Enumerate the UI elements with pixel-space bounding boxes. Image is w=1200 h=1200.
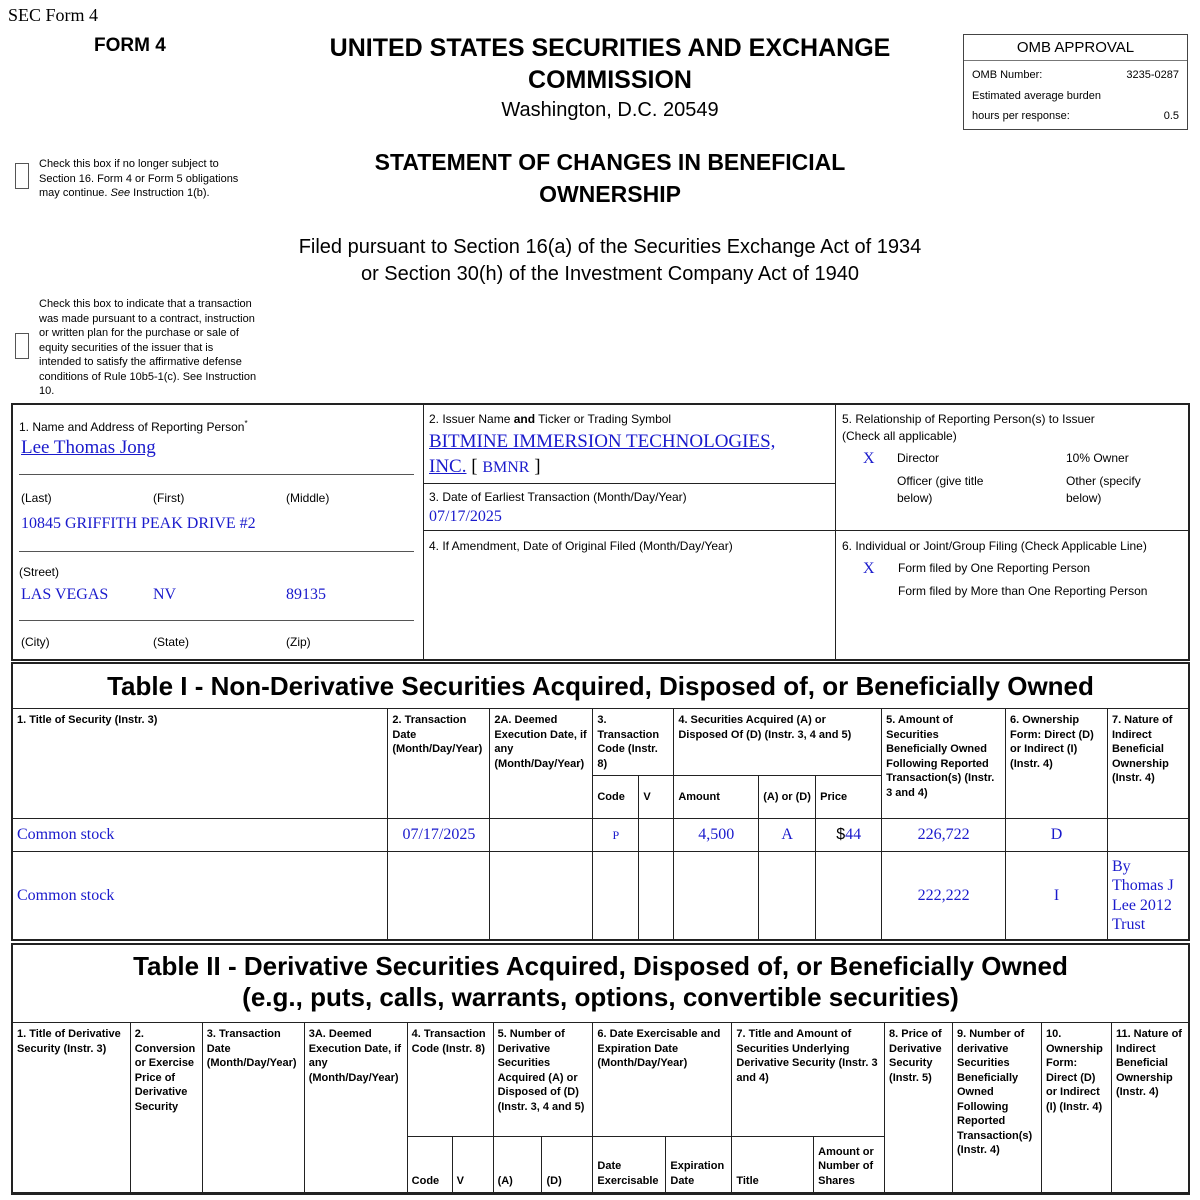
- t1-row1-a-or-d: A: [759, 819, 816, 852]
- state-label: (State): [153, 635, 190, 649]
- t2-header-date-exercisable: 6. Date Exercisable and Expiration Date (Month/Day/Year): [593, 1023, 732, 1137]
- table-1-title: Table I - Non-Derivative Securities Acquired, Disposed of, or Beneficially Owned: [107, 671, 1094, 701]
- t2-header-d: (D): [542, 1137, 593, 1193]
- section16-checkbox-label: Check this box if no longer subject to Section 16. Form 4 or Form 5 obligations may continue. See Instruction 1(b).: [39, 158, 239, 199]
- t2-header-number-derivative: 5. Number of Derivative Securities Acquired (A) or Disposed of (D) (Instr. 3, 4 and 5): [493, 1023, 593, 1137]
- t1-row2-v: [639, 852, 674, 940]
- table-row: [13, 852, 1189, 940]
- table-1: [12, 708, 1189, 940]
- section16-checkbox[interactable]: [15, 163, 29, 189]
- street-value: 10845 GRIFFITH PEAK DRIVE #2: [21, 515, 256, 532]
- t1-row2-price: [816, 852, 882, 940]
- issuer-name-link[interactable]: BITMINE IMMERSION TECHNOLOGIES,: [429, 431, 776, 452]
- zip-value: 89135: [286, 586, 326, 603]
- t1-row2-form: I: [1006, 852, 1108, 940]
- t1-row1-owned: 226,722: [882, 819, 1006, 852]
- t1-header-amount-owned: 5. Amount of Securities Beneficially Owned Following Reported Transaction(s) (Instr. 3 and 4): [882, 709, 1006, 819]
- t1-header-transaction-code: 3. Transaction Code (Instr. 8): [593, 709, 674, 776]
- rule10b5-checkbox-label: Check this box to indicate that a transaction was made pursuant to a contract, instruction or written plan for the purchase or sale of equity securities of the issuer that is intended to satisfy the affirmative defense conditions of Rule 10b5-1(c). See Instruction 10.: [39, 298, 257, 397]
- zip-label: (Zip): [286, 635, 311, 649]
- relationship-label-1: 5. Relationship of Reporting Person(s) to Issuer: [842, 412, 1095, 426]
- statement-line-1: STATEMENT OF CHANGES IN BENEFICIAL: [374, 149, 846, 175]
- t1-header-ownership-form: 6. Ownership Form: Direct (D) or Indirect (I) (Instr. 4): [1006, 709, 1108, 819]
- ten-pct-owner-label: 10% Owner: [1066, 451, 1129, 465]
- middle-label: (Middle): [286, 491, 330, 505]
- first-label: (First): [153, 491, 185, 505]
- t1-row1-nature: [1107, 819, 1188, 852]
- t2-header-date-exercisable-sub: Date Exercisable: [593, 1137, 666, 1193]
- t1-header-code: Code: [593, 776, 639, 819]
- t1-row2-nature: By Thomas J Lee 2012 Trust: [1107, 852, 1188, 940]
- t2-header-underlying-title: Title: [732, 1137, 814, 1193]
- omb-burden-label-2: hours per response:: [972, 110, 1070, 122]
- t2-header-conversion-price: 2. Conversion or Exercise Price of Derivative Security: [130, 1023, 202, 1193]
- t2-header-v: V: [452, 1137, 493, 1193]
- t1-row2-title: Common stock: [13, 852, 388, 940]
- table-2-title-line-1: Table II - Derivative Securities Acquired, Disposed of, or Beneficially Owned: [133, 951, 1068, 981]
- agency-title: [300, 32, 920, 124]
- t2-header-title: 1. Title of Derivative Security (Instr. 3): [13, 1023, 131, 1193]
- earliest-transaction-label: 3. Date of Earliest Transaction (Month/Day/Year): [429, 490, 687, 504]
- t1-header-a-or-d: (A) or (D): [759, 776, 816, 819]
- t1-row2-a-or-d: [759, 852, 816, 940]
- amendment-label: 4. If Amendment, Date of Original Filed (Month/Day/Year): [429, 539, 733, 553]
- issuer-label: 2. Issuer Name and Ticker or Trading Symbol: [429, 412, 672, 426]
- t1-header-amount: Amount: [674, 776, 759, 819]
- t2-header-code: Code: [407, 1137, 452, 1193]
- last-label: (Last): [21, 491, 52, 505]
- filed-line-2: or Section 30(h) of the Investment Company Act of 1940: [360, 263, 860, 285]
- issuer-name: BITMINE IMMERSION TECHNOLOGIES, INC. [ BMNR ]: [429, 431, 776, 477]
- officer-label: Officer (give title below): [897, 474, 984, 505]
- rule10b5-checkbox[interactable]: [15, 333, 29, 359]
- t2-header-price: 8. Price of Derivative Security (Instr. 5): [885, 1023, 953, 1193]
- agency-address: Washington, D.C. 20549: [501, 99, 719, 121]
- t2-header-number-owned: 9. Number of derivative Securities Beneficially Owned Following Reported Transaction(s) (Instr. 4): [953, 1023, 1042, 1193]
- t1-row2-amount: [674, 852, 759, 940]
- table-2: [12, 1022, 1189, 1193]
- agency-line-2: COMMISSION: [528, 66, 692, 94]
- t1-row2-owned: 222,222: [882, 852, 1006, 940]
- sec-form-label: SEC Form 4: [8, 5, 99, 25]
- t1-header-deemed-date: 2A. Deemed Execution Date, if any (Month/Day/Year): [490, 709, 593, 819]
- issuer-name-link-2[interactable]: INC.: [429, 456, 467, 477]
- omb-title: OMB APPROVAL: [964, 35, 1187, 61]
- t1-row1-title: Common stock: [13, 819, 388, 852]
- t1-row1-date: 07/17/2025: [388, 819, 490, 852]
- t1-header-title: 1. Title of Security (Instr. 3): [13, 709, 388, 819]
- reporting-person-name-link[interactable]: Lee Thomas Jong: [21, 437, 156, 458]
- t1-row2-deemed: [490, 852, 593, 940]
- table-2-title-line-2: (e.g., puts, calls, warrants, options, convertible securities): [242, 982, 959, 1012]
- table-2-title: [12, 951, 1189, 1013]
- omb-burden-value: 0.5: [1163, 110, 1179, 122]
- t1-header-nature: 7. Nature of Indirect Beneficial Ownership (Instr. 4): [1107, 709, 1188, 819]
- t2-header-expiration-date: Expiration Date: [666, 1137, 732, 1193]
- omb-approval-box: [963, 34, 1188, 130]
- t1-row1-form: D: [1006, 819, 1108, 852]
- t1-row2-code: [593, 852, 639, 940]
- table-row: [13, 819, 1189, 852]
- t1-row1-deemed: [490, 819, 593, 852]
- t2-header-a: (A): [493, 1137, 542, 1193]
- other-label: Other (specify below): [1066, 474, 1141, 505]
- city-underline: [19, 620, 414, 621]
- omb-number-value: 3235-0287: [1126, 69, 1179, 81]
- statement-line-2: OWNERSHIP: [539, 181, 681, 207]
- street-label: (Street): [19, 565, 60, 579]
- one-person-label: Form filed by One Reporting Person: [898, 561, 1091, 575]
- t2-header-ownership-form: 10. Ownership Form: Direct (D) or Indirect (I) (Instr. 4): [1041, 1023, 1111, 1193]
- street-underline: [19, 551, 414, 552]
- city-value: LAS VEGAS: [21, 586, 109, 603]
- filed-line-1: Filed pursuant to Section 16(a) of the Securities Exchange Act of 1934: [298, 236, 922, 258]
- t2-header-nature: 11. Nature of Indirect Beneficial Ownership (Instr. 4): [1111, 1023, 1188, 1193]
- agency-line-1: UNITED STATES SECURITIES AND EXCHANGE: [329, 34, 891, 62]
- omb-number-label: OMB Number:: [972, 69, 1043, 81]
- relationship-label-2: (Check all applicable): [842, 429, 957, 443]
- form-4-label: FORM 4: [94, 35, 166, 56]
- filing-label: 6. Individual or Joint/Group Filing (Check Applicable Line): [842, 539, 1147, 553]
- t2-header-deemed-date: 3A. Deemed Execution Date, if any (Month/Day/Year): [304, 1023, 407, 1193]
- t1-row1-v: [639, 819, 674, 852]
- t1-row1-amount: 4,500: [674, 819, 759, 852]
- director-label: Director: [897, 451, 940, 465]
- t2-header-transaction-code: 4. Transaction Code (Instr. 8): [407, 1023, 493, 1137]
- director-check-mark: X: [863, 450, 875, 467]
- issuer-ticker: BMNR: [482, 459, 530, 476]
- t1-header-transaction-date: 2. Transaction Date (Month/Day/Year): [388, 709, 490, 819]
- filed-pursuant: [250, 234, 970, 288]
- name-underline: [19, 474, 414, 475]
- more-persons-label: Form filed by More than One Reporting Person: [898, 584, 1148, 598]
- t2-header-transaction-date: 3. Transaction Date (Month/Day/Year): [202, 1023, 304, 1193]
- t2-header-title-amount: 7. Title and Amount of Securities Underlying Derivative Security (Instr. 3 and 4): [732, 1023, 885, 1137]
- t1-header-v: V: [639, 776, 674, 819]
- omb-burden-label-1: Estimated average burden: [972, 90, 1102, 102]
- city-label: (City): [21, 635, 50, 649]
- t2-header-amount-shares: Amount or Number of Shares: [814, 1137, 885, 1193]
- t1-row1-price: $44: [816, 819, 882, 852]
- state-value: NV: [153, 586, 177, 603]
- t1-row2-date: [388, 852, 490, 940]
- reporting-person-label: 1. Name and Address of Reporting Person*: [19, 419, 248, 434]
- earliest-transaction-value: 07/17/2025: [429, 508, 502, 525]
- statement-title: [300, 146, 920, 210]
- t1-row1-code: P: [593, 819, 639, 852]
- t1-header-price: Price: [816, 776, 882, 819]
- t1-header-securities-acquired: 4. Securities Acquired (A) or Disposed Of (D) (Instr. 3, 4 and 5): [674, 709, 882, 776]
- one-person-check-mark: X: [863, 560, 875, 577]
